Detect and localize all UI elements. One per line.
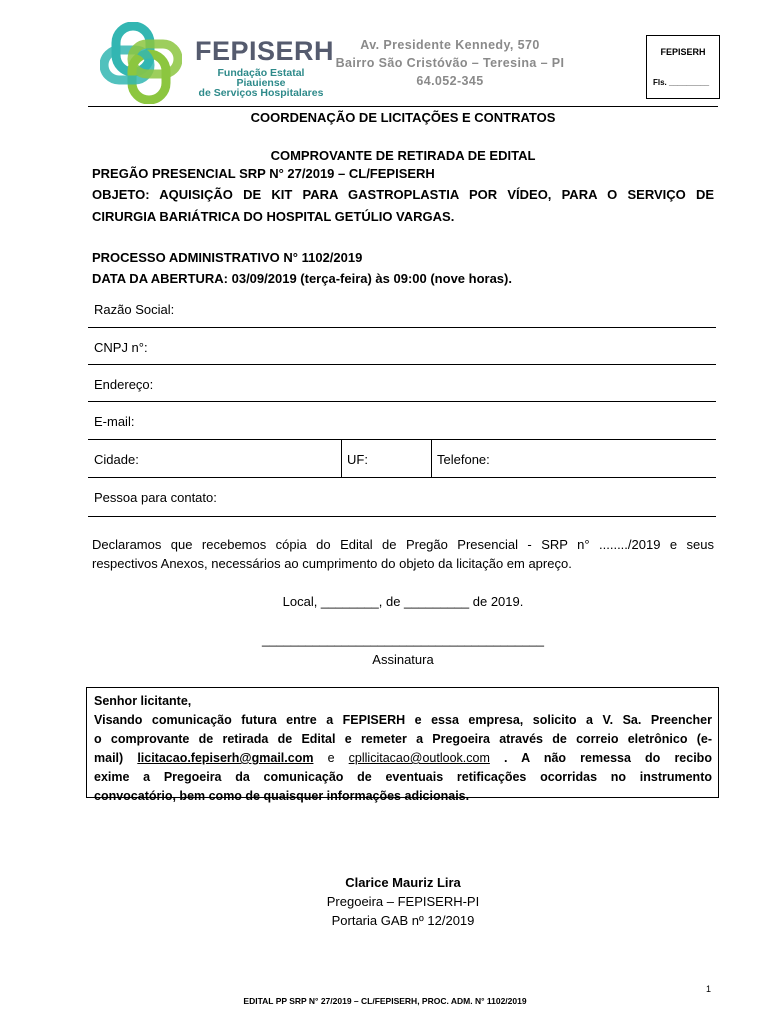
form-rule (88, 516, 716, 517)
form-divider (431, 440, 432, 477)
signature-line: _______________________________________ (262, 632, 544, 647)
address-neighborhood: Bairro São Cristóvão – Teresina – PI (335, 56, 565, 70)
signatory-role: Pregoeira – FEPISERH-PI (326, 894, 480, 909)
form-rule (88, 327, 716, 328)
page-number: 1 (706, 984, 712, 994)
address-zipcode: 64.052-345 (416, 74, 484, 88)
signatory-name: Clarice Mauriz Lira (345, 875, 461, 890)
page-stamp-box (646, 35, 720, 99)
footer-text: EDITAL PP SRP N° 27/2019 – CL/FEPISERH, PROC. ADM. N° 1102/2019 (243, 996, 527, 1006)
cnpj-label: CNPJ n°: (94, 340, 148, 355)
notice-line: o comprovante de retirada de Edital e remeter a Pregoeira através de correio eletrônico (e- (94, 732, 712, 746)
declaration-line-1: Declaramos que recebemos cópia do Edital de Pregão Presencial - SRP n° ......../2019 e seus (92, 537, 714, 552)
notice-line-emails: mail) licitacao.fepiserh@gmail.com e cpllicitacao@outlook.com . A não remessa do recibo (94, 751, 712, 765)
stamp-title: FEPISERH (660, 47, 706, 57)
signatory-portaria: Portaria GAB nº 12/2019 (331, 913, 475, 928)
stamp-fls: Fls. _________ (653, 78, 710, 87)
notice-line: convocatório, bem como de quaisquer informações adicionais. (94, 789, 470, 803)
contato-label: Pessoa para contato: (94, 490, 217, 505)
notice-line: exime a Pregoeira da comunicação de eventuais retificações ocorridas no instrumento (94, 770, 712, 784)
form-rule (88, 477, 716, 478)
declaration-line-2: respectivos Anexos, necessários ao cumprimento do objeto da licitação em apreço. (92, 556, 572, 571)
email-link-gmail[interactable]: licitacao.fepiserh@gmail.com (137, 751, 314, 765)
email-link-outlook[interactable]: cpllicitacao@outlook.com (348, 751, 490, 765)
form-rule (88, 439, 716, 440)
email-label: E-mail: (94, 414, 135, 429)
notice-box (86, 687, 719, 803)
notice-line: Visando comunicação futura entre a FEPISERH e essa empresa, solicito a V. Sa. Preencher (94, 713, 712, 727)
endereco-label: Endereço: (94, 377, 154, 392)
brand-subtitle: Fundação Estatal Piauiense de Serviços Hospitalares (198, 67, 324, 99)
notice-greeting: Senhor licitante, (94, 694, 192, 708)
form-divider (341, 440, 342, 477)
razao-social-label: Razão Social: (94, 302, 175, 317)
form-rule (88, 364, 716, 365)
objeto-line-2: CIRURGIA BARIÁTRICA DO HOSPITAL GETÚLIO VARGAS. (92, 209, 455, 224)
header-rule (88, 106, 718, 107)
cidade-label: Cidade: (94, 452, 139, 467)
data-abertura-line: DATA DA ABERTURA: 03/09/2019 (terça-feira) às 09:00 (nove horas). (92, 271, 512, 286)
brand-name: FEPISERH (195, 36, 335, 66)
telefone-label: Telefone: (437, 452, 490, 467)
local-date-line: Local, ________, de _________ de 2019. (282, 594, 524, 609)
pregao-line: PREGÃO PRESENCIAL SRP N° 27/2019 – CL/FEPISERH (92, 166, 435, 181)
objeto-line-1: OBJETO: AQUISIÇÃO DE KIT PARA GASTROPLASTIA POR VÍDEO, PARA O SERVIÇO DE (92, 187, 714, 202)
fepiserh-logo-icon (100, 22, 182, 104)
document-title: COMPROVANTE DE RETIRADA DE EDITAL (270, 148, 536, 163)
signature-label: Assinatura (372, 652, 434, 667)
address-street: Av. Presidente Kennedy, 570 (360, 38, 540, 52)
processo-line: PROCESSO ADMINISTRATIVO N° 1102/2019 (92, 250, 363, 265)
form-rule (88, 401, 716, 402)
uf-label: UF: (347, 452, 368, 467)
department-heading: COORDENAÇÃO DE LICITAÇÕES E CONTRATOS (250, 110, 556, 125)
